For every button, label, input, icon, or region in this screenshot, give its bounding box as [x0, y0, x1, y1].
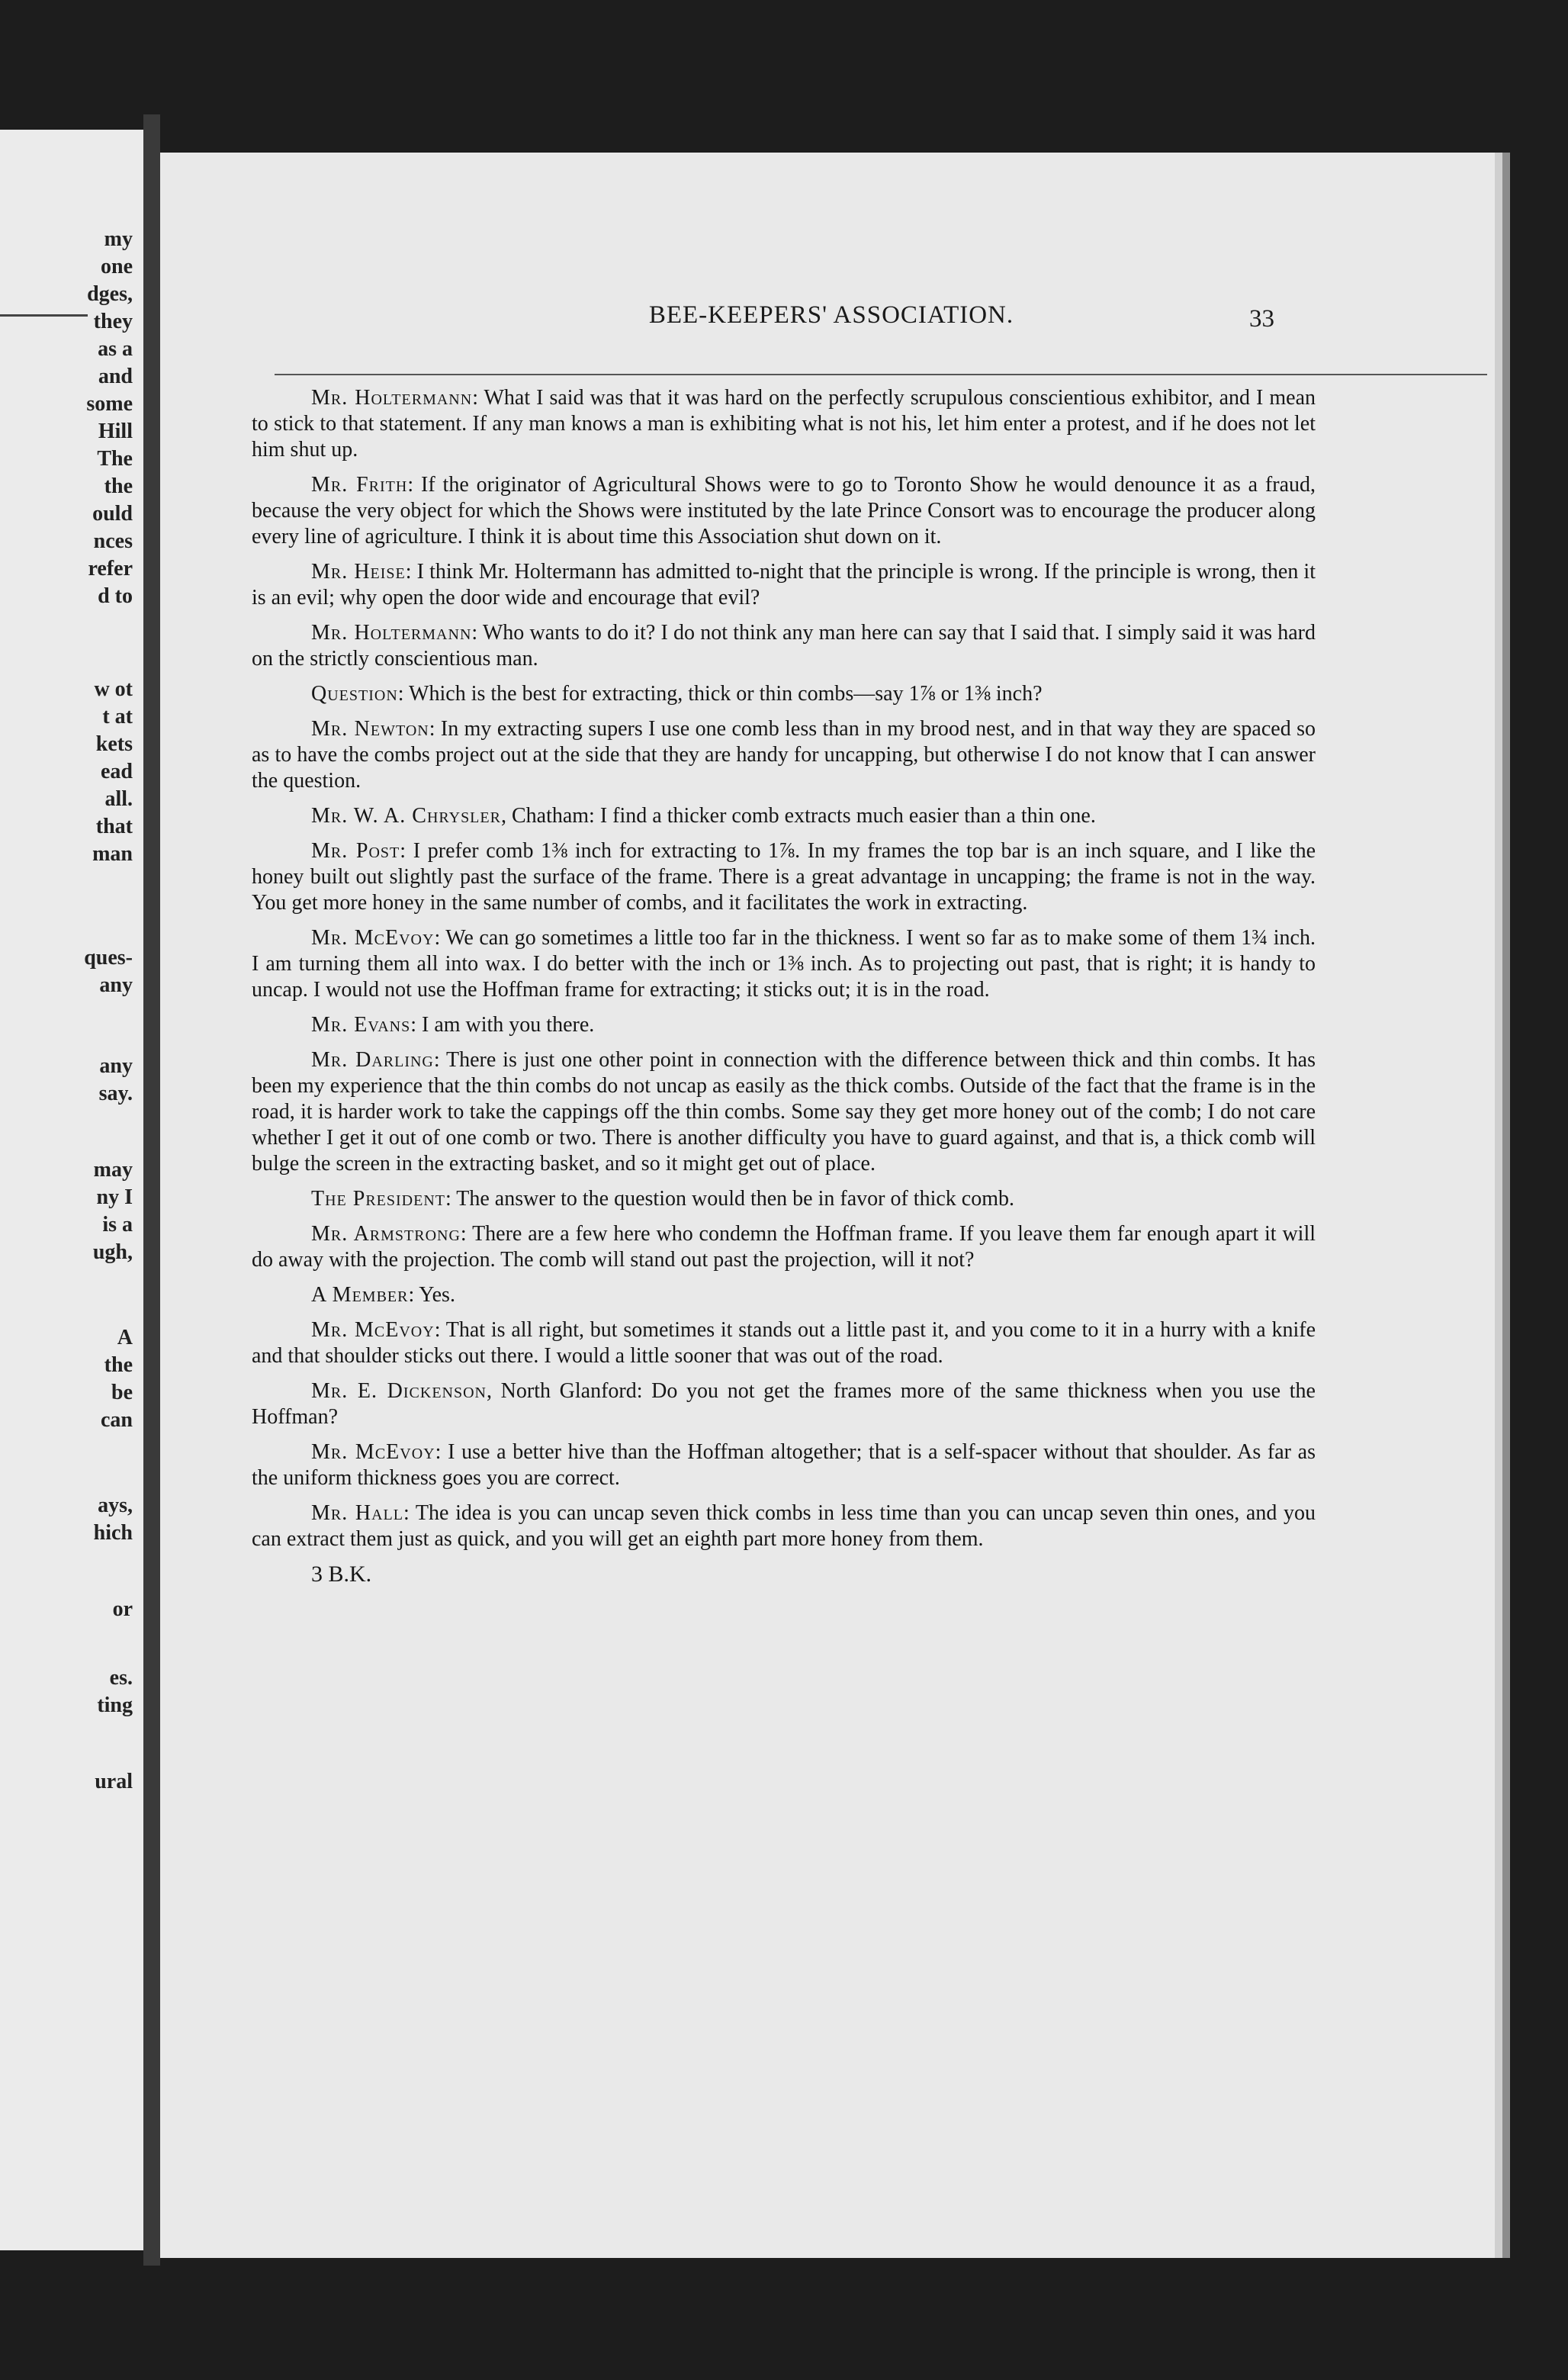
- speaker: The President: [311, 1187, 445, 1211]
- speaker: Mr. McEvoy: [311, 926, 435, 950]
- paragraph-text: : Yes.: [408, 1283, 455, 1307]
- left-page-fragment: my: [104, 227, 133, 251]
- left-page-fragment: or: [112, 1597, 133, 1621]
- left-page-fragment: man: [92, 842, 133, 866]
- paragraph-text: : I think Mr. Holtermann has admitted to-night that the principle is wrong. If the principle is wrong, then it is an evil; why open the door wide and encourage that evil?: [252, 560, 1316, 609]
- paragraph: [252, 472, 1316, 550]
- page-number: 33: [1249, 305, 1274, 333]
- left-page-fragment: and: [98, 365, 133, 388]
- paragraph-text: : We can go sometimes a little too far in the thickness. I went so far as to make some of them 1¾ inch. I am turning them all into wax. I do better with the inch or 1⅜ inch. As to projecting out past, that is right; it is handy to uncap. I would not use the Hoffman frame for extracting; it sticks out; it is in the road.: [252, 926, 1316, 1002]
- left-page-fragment: say.: [98, 1082, 133, 1105]
- left-page-fragment: d to: [98, 584, 133, 608]
- header-rule: [275, 374, 1487, 375]
- paragraph-text: : I am with you there.: [410, 1013, 595, 1037]
- book-page: [160, 153, 1495, 2258]
- paragraph: [252, 559, 1316, 611]
- speaker: Question: [311, 682, 398, 706]
- left-page-fragment: all.: [104, 787, 133, 811]
- page-body: [252, 385, 1316, 1587]
- left-page-fragment: be: [111, 1381, 133, 1404]
- speaker: Mr. E. Dickenson: [311, 1379, 487, 1403]
- paragraph-text: : In my extracting supers I use one comb less than in my brood nest, and in that way they are spaced so as to have the combs project out at the side that they are handy for uncapping, but otherwise I do not know that I can answer the question.: [252, 717, 1316, 793]
- left-page-fragment: ny I: [96, 1185, 133, 1209]
- speaker: Mr. Frith: [311, 473, 408, 497]
- left-page-fragment: ould: [92, 502, 133, 526]
- left-page-fragment: A: [117, 1326, 133, 1349]
- running-head: BEE-KEEPERS' ASSOCIATION.: [648, 301, 1014, 329]
- paragraph-text: : I use a better hive than the Hoffman altogether; that is a self-spacer without that shoulder. As far as the uniform thickness goes you are correct.: [252, 1440, 1316, 1490]
- left-page-fragment: as a: [98, 337, 133, 361]
- left-page-fragment: they: [93, 310, 133, 333]
- speaker: Mr. W. A. Chrysler: [311, 804, 501, 828]
- paragraph-text: : Who wants to do it? I do not think any man here can say that I said that. I simply said it was hard on the strictly conscientious man.: [252, 621, 1316, 671]
- left-page-fragment: one: [101, 255, 133, 278]
- speaker: Mr. Darling: [311, 1048, 434, 1072]
- left-page-fragment: es.: [109, 1666, 133, 1690]
- left-page-fragment: w ot: [94, 677, 133, 701]
- paragraph: [252, 716, 1316, 794]
- paragraph: [252, 681, 1316, 707]
- paragraph: [252, 385, 1316, 463]
- left-page-fragment: Hill: [98, 420, 133, 443]
- left-page-fragment: ead: [101, 760, 133, 783]
- left-page-fragment: ugh,: [92, 1240, 133, 1264]
- left-page-fragment: t at: [102, 705, 133, 728]
- paragraph: [252, 1500, 1316, 1552]
- speaker: Mr. Post: [311, 839, 400, 863]
- speaker: Mr. Evans: [311, 1013, 411, 1037]
- speaker: Mr. Holtermann: [311, 621, 472, 645]
- speaker: Mr. McEvoy: [311, 1440, 435, 1464]
- left-page-fragment: ural: [95, 1770, 133, 1793]
- paragraph: [252, 925, 1316, 1003]
- paragraph-text: : The answer to the question would then be in favor of thick comb.: [445, 1187, 1014, 1211]
- paragraph: [252, 838, 1316, 916]
- paragraph: [252, 1439, 1316, 1491]
- left-page-fragment: the: [104, 474, 133, 498]
- paragraph: [252, 1047, 1316, 1177]
- left-page-fragment: any: [99, 973, 133, 997]
- paragraph-text: , Chatham: I find a thicker comb extracts much easier than a thin one.: [500, 804, 1096, 828]
- paragraph-text: : What I said was that it was hard on the perfectly scrupulous conscientious exhibitor, and I mean to stick to that statement. If any man knows a man is exhibiting what is not his, let him enter a protest, and if he does not let him shut up.: [252, 386, 1316, 462]
- paragraph-text: : That is all right, but sometimes it stands out a little past it, and you come to it in a hurry with a knife and that shoulder sticks out there. I would a little sooner that was out of the road.: [252, 1318, 1316, 1368]
- paragraph-text: : If the originator of Agricultural Shows were to go to Toronto Show he would denounce it as a fraud, because the very object for which the Shows were instituted by the late Prince Consort was to encourage the producer along every line of agriculture. I think it is about time this Association shut down on it.: [252, 473, 1316, 548]
- speaker: A Member: [311, 1283, 409, 1307]
- left-page-fragment: can: [101, 1408, 133, 1432]
- speaker: Mr. Heise: [311, 560, 406, 584]
- left-page-rule: [0, 314, 88, 317]
- paragraph-text: : Which is the best for extracting, thick or thin combs—say 1⅞ or 1⅜ inch?: [397, 682, 1043, 706]
- left-page-fragment: may: [93, 1158, 133, 1182]
- paragraph: [252, 1282, 1316, 1308]
- paragraph-text: : There is just one other point in connection with the difference between thick and thin combs. It has been my experience that the thin combs do not uncap as easily as the thick combs. Outside of the fact that the frame is in the road, it is harder work to take the cappings off the thin combs. Some say they get more honey out of the comb; I do not care whether I get it out of one comb or two. There is another difficulty you have to guard against, and that is, a thick comb will bulge the screen in the extracting basket, and so it might get out of place.: [252, 1048, 1316, 1176]
- paragraph: [252, 1186, 1316, 1212]
- left-page-fragment: dges,: [87, 282, 133, 306]
- signature-mark: 3 B.K.: [311, 1561, 372, 1587]
- left-page-fragment: is a: [102, 1213, 133, 1237]
- left-page-fragment: ques-: [84, 946, 133, 970]
- speaker: Mr. Newton: [311, 717, 429, 741]
- left-page-fragment: hich: [93, 1521, 133, 1545]
- paragraph-text: : The idea is you can uncap seven thick combs in less time than you can uncap seven thin ones, and you can extract them just as quick, and you will get an eighth part more honey from them.: [252, 1501, 1316, 1551]
- paragraph-text: , North Glanford: Do you not get the frames more of the same thickness when you use the Hoffman?: [252, 1379, 1316, 1429]
- speaker: Mr. Holtermann: [311, 386, 473, 410]
- left-page-fragment: any: [99, 1054, 133, 1078]
- paragraph: [252, 1317, 1316, 1369]
- paragraph: [252, 1012, 1316, 1038]
- paragraph: [252, 1378, 1316, 1430]
- paragraph: [252, 620, 1316, 672]
- speaker: Mr. McEvoy: [311, 1318, 435, 1342]
- left-page-fragment: the: [104, 1353, 133, 1377]
- speaker: Mr. Hall: [311, 1501, 403, 1525]
- paragraph: [252, 1221, 1316, 1273]
- left-page-fragment: some: [86, 392, 133, 416]
- left-page-fragment: nces: [93, 529, 133, 553]
- left-page-fragment: that: [95, 815, 133, 838]
- paragraph: [252, 803, 1316, 829]
- left-page-fragment: refer: [88, 557, 133, 581]
- left-page-fragment: kets: [95, 732, 133, 756]
- speaker: Mr. Armstrong: [311, 1222, 461, 1246]
- left-facing-page: [0, 130, 148, 2250]
- left-page-fragment: ays,: [98, 1494, 133, 1517]
- left-page-fragment: ting: [97, 1693, 133, 1717]
- paragraph-text: : There are a few here who condemn the Hoffman frame. If you leave them far enough apart it will do away with the projection. The comb will stand out past the projection, will it not?: [252, 1222, 1316, 1272]
- paragraph-text: : I prefer comb 1⅜ inch for extracting to 1⅞. In my frames the top bar is an inch square, and I like the honey built out slightly past the surface of the frame. There is a great advantage in uncapping; the frame is not in the way. You get more honey in the same number of combs, and it facilitates the work in extracting.: [252, 839, 1316, 915]
- book-gutter: [143, 114, 160, 2266]
- left-page-fragment: The: [97, 447, 133, 471]
